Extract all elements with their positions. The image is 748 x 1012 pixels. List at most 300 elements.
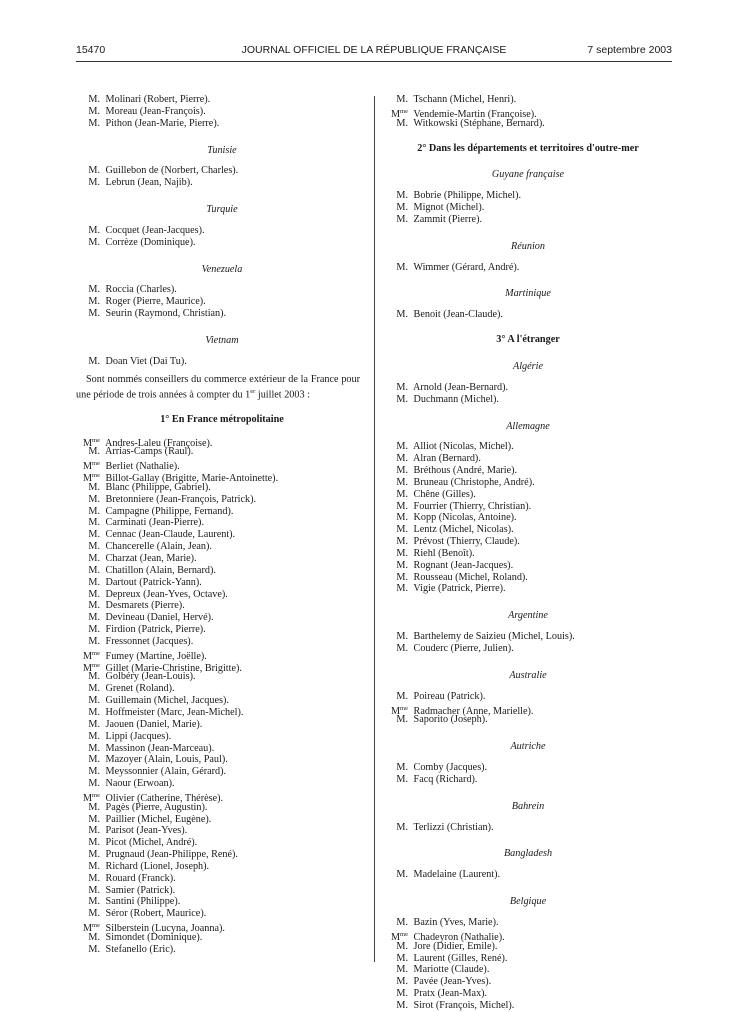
country-heading: Bahrein [511, 800, 545, 812]
person-name: Sirot (François, Michel). [413, 999, 515, 1011]
title-prefix: $M^{me}$ [390, 704, 408, 717]
list-item [76, 648, 368, 660]
list-item [76, 237, 368, 249]
list-item [384, 524, 672, 536]
list-item [384, 583, 672, 595]
person-name: Witkowski (Stéphane, Bernard). [413, 117, 545, 129]
country-heading: Réunion [511, 240, 545, 252]
person-name: Pavée (Jean-Yves). [413, 976, 492, 988]
title-prefix: $M^{me}$ [390, 107, 408, 120]
list-item [384, 691, 672, 703]
title-prefix: $M^{me}$ [390, 930, 408, 943]
title-prefix: $M^{me}$ [82, 460, 100, 473]
list-item [76, 683, 368, 695]
list-item [384, 548, 672, 560]
title-prefix: M. [396, 988, 408, 1000]
country-heading: Allemagne [506, 420, 550, 432]
person-name: Devineau (Daniel, Hervé). [105, 612, 214, 624]
person-name: Saporito (Joseph). [413, 714, 488, 726]
person-name: Paillier (Michel, Eugène). [105, 813, 212, 825]
title-prefix: M. [396, 940, 408, 952]
list-item [76, 177, 368, 189]
title-prefix: M. [88, 177, 100, 189]
list-item [76, 106, 368, 118]
list-item [384, 477, 672, 489]
title-prefix: M. [88, 600, 100, 612]
country-heading: Belgique [509, 896, 547, 908]
title-prefix: M. [396, 488, 408, 500]
list-item [384, 94, 672, 106]
country-heading: Guyane française [491, 169, 565, 181]
person-name: Wimmer (Gérard, André). [413, 261, 520, 273]
title-prefix: M. [88, 308, 100, 320]
list-item [76, 600, 368, 612]
title-prefix: M. [396, 261, 408, 273]
person-name: Bobrie (Philippe, Michel). [413, 190, 522, 202]
country-heading: Venezuela [201, 263, 243, 275]
person-name: Chatillon (Alain, Bernard). [105, 564, 216, 576]
list-item [384, 394, 672, 406]
title-prefix: M. [396, 976, 408, 988]
title-prefix: M. [88, 224, 100, 236]
list-item [384, 441, 672, 453]
title-prefix: M. [88, 908, 100, 920]
list-item [384, 118, 672, 130]
title-prefix: M. [88, 706, 100, 718]
list-item [76, 435, 368, 447]
title-prefix: M. [396, 773, 408, 785]
list-item [76, 766, 368, 778]
person-name: Jore (Didier, Emile). [413, 940, 498, 952]
person-name: Fressonnet (Jacques). [105, 635, 194, 647]
person-name: Rouard (Franck). [105, 872, 176, 884]
list-item [76, 695, 368, 707]
title-prefix: M. [88, 943, 100, 955]
list-item [384, 917, 672, 929]
person-name: Desmarets (Pierre). [105, 600, 185, 612]
list-item [384, 964, 672, 976]
title-prefix: M. [88, 766, 100, 778]
list-item [76, 565, 368, 577]
person-name: Laurent (Gilles, René). [413, 952, 508, 964]
title-prefix: M. [396, 690, 408, 702]
title-prefix: M. [396, 94, 408, 105]
title-prefix: M. [88, 718, 100, 730]
list-item [384, 106, 672, 118]
title-prefix: M. [88, 742, 100, 754]
person-name: Bruneau (Christophe, André). [413, 476, 535, 488]
list-item [384, 214, 672, 226]
title-prefix: M. [88, 105, 100, 117]
person-name: Poireau (Patrick). [413, 690, 486, 702]
list-item [384, 262, 672, 274]
person-name: Roger (Pierre, Maurice). [105, 296, 206, 308]
title-prefix: M. [88, 505, 100, 517]
person-name: Hoffmeister (Marc, Jean-Michel). [105, 706, 244, 718]
person-name: Facq (Richard). [413, 773, 478, 785]
title-prefix: M. [396, 309, 408, 321]
title-suffix: me [92, 436, 100, 444]
list-item [384, 762, 672, 774]
title-prefix: M. [88, 813, 100, 825]
person-name: Charzat (Jean, Marie). [105, 553, 197, 565]
person-name: Lippi (Jacques). [105, 730, 172, 742]
list-item [76, 446, 368, 458]
title-prefix: M. [88, 236, 100, 248]
person-name: Duchmann (Michel). [413, 393, 499, 405]
person-name: Alliot (Nicolas, Michel). [412, 441, 514, 453]
title-prefix: M. [396, 643, 408, 654]
list-item [76, 470, 368, 485]
person-name: Bazin (Yves, Marie). [413, 916, 499, 928]
title-prefix: M. [396, 213, 408, 225]
person-name: Billot-Gallay (Brigitte, Marie-Antoinette). [105, 473, 279, 485]
list-item [76, 814, 368, 826]
person-name: Séror (Robert, Maurice). [105, 908, 207, 920]
title-prefix: M. [396, 571, 408, 583]
person-name: Mignot (Michel). [413, 202, 485, 214]
country-heading: Bangladesh [503, 848, 553, 860]
right-column [384, 94, 672, 1012]
list-item [76, 612, 368, 624]
person-name: Firdion (Patrick, Pierre). [105, 624, 206, 636]
title-prefix: M. [88, 896, 100, 908]
title-prefix: M. [88, 671, 100, 683]
person-name: Radmacher (Anne, Marielle). [413, 705, 534, 717]
title-prefix: M. [88, 683, 100, 695]
list-item [76, 225, 368, 237]
list-item [76, 541, 368, 553]
list-item [384, 453, 672, 465]
title-prefix: M. [396, 202, 408, 214]
person-name: Picot (Michel, André). [105, 837, 198, 849]
person-name: Lentz (Michel, Nicolas). [413, 524, 514, 536]
ordinal-suffix: er [250, 387, 256, 395]
list-item [76, 506, 368, 518]
list-item [76, 908, 368, 920]
title-suffix: me [92, 791, 100, 799]
title-prefix: M. [396, 381, 408, 393]
list-item [76, 944, 368, 956]
title-prefix: M. [396, 536, 408, 548]
list-item [76, 624, 368, 636]
left-column [76, 94, 368, 956]
list-item [76, 778, 368, 790]
list-item [76, 577, 368, 589]
list-item [384, 643, 672, 655]
person-name: Moreau (Jean-François). [105, 105, 206, 117]
list-item [76, 873, 368, 885]
title-prefix: $M^{me}$ [82, 922, 100, 935]
list-item [76, 896, 368, 908]
person-name: Olivier (Catherine, Thérèse). [105, 792, 224, 804]
title-prefix: M. [396, 714, 408, 726]
title-suffix: me [400, 107, 408, 115]
person-name: Richard (Lionel, Joseph). [105, 860, 210, 872]
list-item [76, 529, 368, 541]
person-name: Prévost (Thierry, Claude). [413, 536, 520, 548]
country-heading: Turquie [206, 204, 238, 216]
person-name: Massinon (Jean-Marceau). [105, 742, 215, 754]
title-prefix: M. [88, 296, 100, 308]
title-prefix: M. [88, 588, 100, 600]
list-item [76, 743, 368, 755]
person-name: Riehl (Benoît). [413, 547, 475, 559]
list-item [76, 885, 368, 897]
list-item [384, 501, 672, 513]
title-suffix: me [92, 472, 100, 480]
person-name: Barthelemy de Saizieu (Michel, Louis). [413, 631, 575, 643]
title-prefix: M. [88, 754, 100, 766]
title-prefix: M. [88, 849, 100, 861]
person-name: Parisot (Jean-Yves). [105, 825, 188, 837]
person-name: Rognant (Jean-Jacques). [413, 559, 514, 571]
title-prefix: M. [88, 564, 100, 576]
title-prefix: M. [396, 465, 408, 477]
person-name: Molinari (Robert, Pierre). [105, 94, 211, 105]
title-prefix: M. [396, 547, 408, 559]
list-item [76, 296, 368, 308]
list-item [384, 941, 672, 953]
person-name: Depreux (Jean-Yves, Octave). [105, 588, 228, 600]
title-prefix: M. [88, 517, 100, 529]
title-prefix: M. [396, 500, 408, 512]
title-prefix: $M^{me}$ [82, 791, 100, 804]
person-name: Carminati (Jean-Pierre). [105, 517, 204, 529]
person-name: Pagès (Pierre, Augustin). [105, 801, 208, 813]
list-item [76, 861, 368, 873]
person-name: Samier (Patrick). [105, 884, 176, 896]
section-heading: 3° A l'étranger [496, 334, 560, 346]
person-name: Guillebon de (Norbert, Charles). [105, 165, 239, 177]
person-name: Vigie (Patrick, Pierre). [413, 583, 506, 595]
list-item [384, 822, 672, 834]
list-item [76, 517, 368, 529]
person-name: Chancerelle (Alain, Jean). [105, 541, 212, 553]
title-prefix: $M^{me}$ [82, 472, 100, 485]
title-prefix: M. [396, 117, 408, 129]
list-item [384, 869, 672, 881]
person-name: Cocquet (Jean-Jacques). [105, 224, 205, 236]
title-prefix: M. [88, 635, 100, 647]
title-suffix: me [400, 930, 408, 938]
header-rule [76, 61, 672, 62]
section-heading: 1° En France métropolitaine [160, 413, 284, 425]
title-prefix: M. [88, 165, 100, 177]
list-item [76, 94, 368, 106]
person-name: Fumey (Martine, Joëlle). [105, 650, 207, 662]
list-item [76, 731, 368, 743]
person-name: Mazoyer (Alain, Louis, Paul). [105, 754, 228, 766]
person-name: Golbéry (Jean-Louis). [105, 671, 196, 683]
person-name: Santini (Philippe). [105, 896, 181, 908]
list-item [76, 825, 368, 837]
list-item [76, 719, 368, 731]
list-item [384, 190, 672, 202]
title-prefix: M. [88, 624, 100, 636]
title-prefix: M. [88, 355, 100, 367]
title-prefix: M. [88, 884, 100, 896]
person-name: Mariotte (Claude). [413, 964, 490, 976]
list-item [384, 572, 672, 584]
title-prefix: M. [396, 453, 408, 465]
person-name: Roccia (Charles). [105, 284, 177, 296]
country-heading: Australie [509, 669, 547, 681]
person-name: Dartout (Patrick-Yann). [105, 576, 202, 588]
decree-paragraph: Sont nommés conseillers du commerce extérieur de la France pour une période de trois années à compter du 1er juillet 2003 : [76, 373, 360, 400]
list-item [384, 309, 672, 321]
list-item [384, 382, 672, 394]
person-name: Doan Viet (Dai Tu). [105, 355, 187, 367]
list-item [384, 560, 672, 572]
title-suffix: me [92, 922, 100, 930]
person-name: Guillemain (Michel, Jacques). [105, 695, 229, 707]
person-name: Tschann (Michel, Henri). [413, 94, 517, 105]
title-suffix: me [92, 649, 100, 657]
title-prefix: M. [396, 952, 408, 964]
list-item [76, 458, 368, 473]
person-name: Cennac (Jean-Claude, Laurent). [105, 529, 236, 541]
page-header [76, 40, 672, 60]
title-prefix: M. [88, 872, 100, 884]
person-name: Pithon (Jean-Marie, Pierre). [105, 117, 220, 129]
list-item [76, 707, 368, 719]
section-heading: 2° Dans les départements et territoires d'outre-mer [417, 142, 639, 154]
title-prefix: M. [396, 393, 408, 405]
list-item [76, 308, 368, 320]
person-name: Vendemie-Martin (Françoise). [413, 108, 537, 120]
country-heading: Algérie [513, 360, 543, 372]
person-name: Berliet (Nathalie). [105, 461, 180, 473]
person-name: Jaouen (Daniel, Marie). [105, 718, 203, 730]
title-prefix: M. [396, 999, 408, 1011]
country-heading: Vietnam [205, 334, 239, 346]
list-item [76, 165, 368, 177]
person-name: Grenet (Roland). [105, 683, 175, 695]
title-suffix: me [400, 704, 408, 712]
person-name: Gillet (Marie-Christine, Brigitte). [105, 662, 242, 674]
title-prefix: M. [88, 837, 100, 849]
list-item [76, 790, 368, 802]
country-heading: Autriche [510, 741, 546, 753]
person-name: Corrèze (Dominique). [105, 236, 196, 248]
title-prefix: M. [396, 631, 408, 643]
list-item [384, 536, 672, 548]
title-prefix: M. [396, 476, 408, 488]
person-name: Arrias-Camps (Raul). [104, 446, 194, 458]
title-prefix: M. [88, 117, 100, 129]
list-item [384, 465, 672, 477]
title-suffix: me [92, 460, 100, 468]
list-item [384, 631, 672, 643]
person-name: Bretonniere (Jean-François, Patrick). [105, 493, 257, 505]
person-name: Zammit (Pierre). [413, 213, 483, 225]
list-item [384, 202, 672, 214]
person-name: Arnold (Jean-Bernard). [412, 381, 509, 393]
person-name: Prugnaud (Jean-Philippe, René). [105, 849, 238, 861]
title-suffix: me [92, 661, 100, 669]
person-name: Meyssonnier (Alain, Gérard). [105, 766, 227, 778]
title-prefix: M. [88, 284, 100, 296]
title-prefix: M. [88, 94, 100, 105]
list-item [76, 849, 368, 861]
title-prefix: M. [396, 524, 408, 536]
person-name: Rousseau (Michel, Roland). [413, 571, 528, 583]
title-prefix: M. [88, 695, 100, 707]
person-name: Simondet (Dominique). [105, 932, 203, 944]
person-name: Stefanello (Eric). [105, 943, 176, 955]
title-prefix: $M^{me}$ [82, 649, 100, 662]
title-prefix: M. [88, 529, 100, 541]
person-name: Terlizzi (Christian). [413, 821, 494, 833]
list-item [76, 837, 368, 849]
list-item [384, 774, 672, 786]
list-item [76, 920, 368, 935]
title-prefix: M. [396, 869, 408, 881]
person-name: Seurin (Raymond, Christian). [105, 308, 227, 320]
list-item [76, 589, 368, 601]
person-name: Comby (Jacques). [413, 762, 488, 774]
title-prefix: M. [396, 964, 408, 976]
title-prefix: M. [88, 481, 100, 493]
title-prefix: M. [88, 932, 100, 944]
list-item [76, 660, 368, 672]
person-name: Naour (Erwoan). [105, 778, 175, 790]
title-prefix: M. [396, 583, 408, 595]
person-name: Silberstein (Lucyna, Joanna). [105, 923, 225, 935]
column-divider [374, 96, 375, 962]
page-number: 15470 [76, 44, 106, 56]
person-name: Madelaine (Laurent). [413, 869, 501, 881]
list-item [76, 754, 368, 766]
title-prefix: M. [88, 446, 100, 458]
title-prefix: M. [396, 190, 408, 202]
title-prefix: $M^{me}$ [82, 661, 100, 674]
person-name: Kopp (Nicolas, Antoine). [413, 512, 517, 524]
title-prefix: M. [88, 576, 100, 588]
person-name: Benoit (Jean-Claude). [413, 309, 503, 321]
title-prefix: M. [396, 821, 408, 833]
person-name: Alran (Bernard). [412, 453, 481, 465]
list-item [76, 636, 368, 648]
title-prefix: M. [88, 553, 100, 565]
title-prefix: M. [88, 493, 100, 505]
title-prefix: M. [88, 612, 100, 624]
list-item [384, 512, 672, 524]
list-item [384, 489, 672, 501]
list-item [76, 284, 368, 296]
title-prefix: M. [88, 778, 100, 790]
list-item [384, 1000, 672, 1012]
list-item [384, 953, 672, 965]
person-name: Pratx (Jean-Max). [413, 988, 488, 1000]
title-prefix: M. [396, 512, 408, 524]
list-item [76, 494, 368, 506]
person-name: Blanc (Philippe, Gabriel). [105, 481, 211, 493]
person-name: Chêne (Gilles). [413, 488, 476, 500]
country-heading: Argentine [508, 610, 548, 622]
title-prefix: M. [396, 441, 408, 453]
person-name: Fourrier (Thierry, Christian). [413, 500, 532, 512]
country-heading: Tunisie [207, 144, 237, 156]
title-prefix: M. [396, 762, 408, 774]
title-prefix: M. [88, 860, 100, 872]
journal-title: JOURNAL OFFICIEL DE LA RÉPUBLIQUE FRANÇAISE [241, 44, 507, 56]
list-item [384, 976, 672, 988]
title-prefix: M. [396, 916, 408, 928]
person-name: Bréthous (André, Marie). [413, 465, 518, 477]
person-name: Campagne (Philippe, Fernand). [105, 505, 234, 517]
